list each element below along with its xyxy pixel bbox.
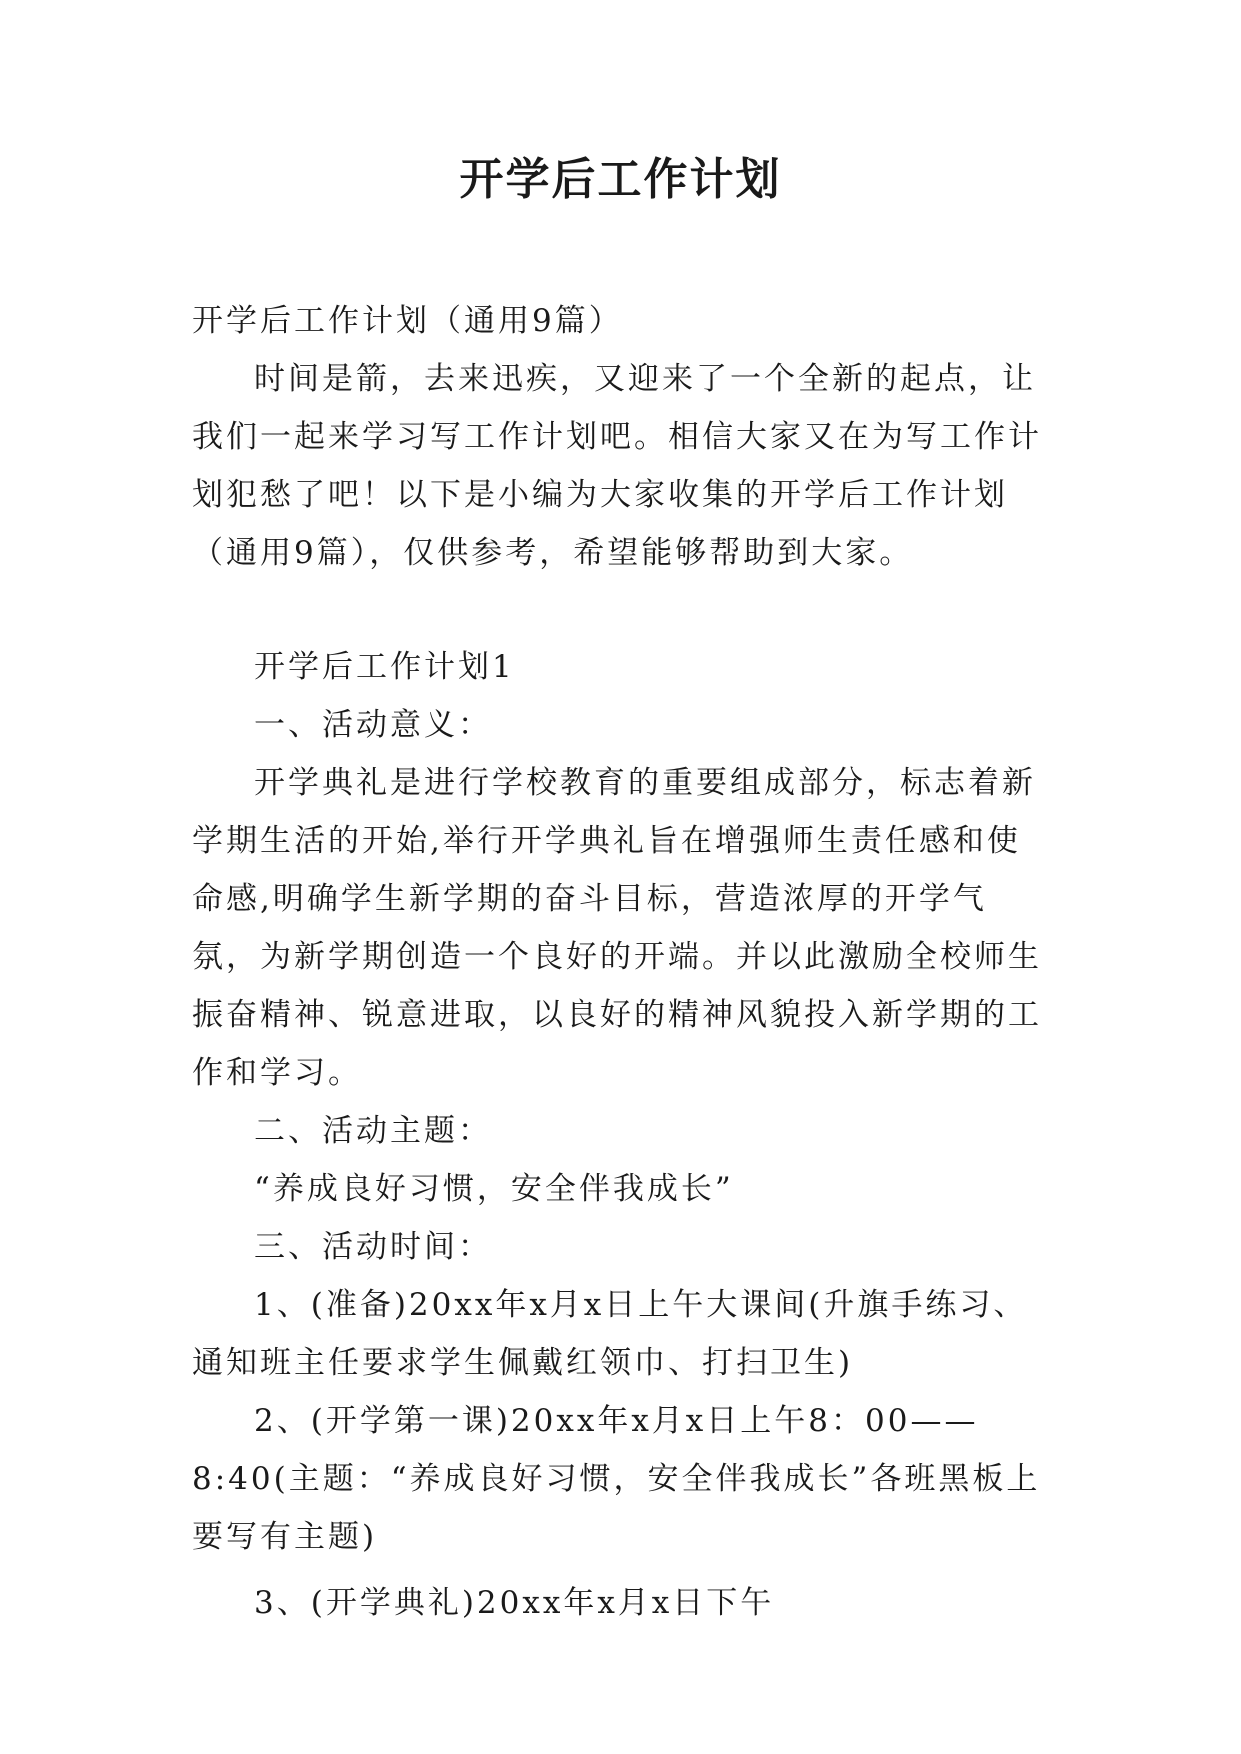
list-item-preparation: 1、(准备)20xx年x月x日上午大课间(升旗手练习、通知班主任要求学生佩戴红领巾、打扫卫生) — [192, 1287, 1028, 1381]
list-item-first-lesson: 2、(开学第一课)20xx年x月x日上午8：00——8:40(主题：“养成良好习惯，安全伴我成长”各班黑板上要写有主题) — [192, 1403, 1041, 1555]
document-body — [192, 292, 1052, 1632]
list-spacer — [192, 1566, 1052, 1574]
document-title: 开学后工作计划 — [459, 154, 782, 205]
heading-activity-theme: 二、活动主题： — [254, 1113, 492, 1149]
paragraph-activity-meaning: 开学典礼是进行学校教育的重要组成部分，标志着新学期生活的开始,举行开学典礼旨在增强师生责任感和使命感,明确学生新学期的奋斗目标，营造浓厚的开学气氛，为新学期创造一个良好的开端。并以此激励全校师生振奋精神、锐意进取，以良好的精神风貌投入新学期的工作和学习。 — [192, 765, 1042, 1091]
heading-activity-time: 三、活动时间： — [254, 1229, 492, 1265]
paragraph-activity-theme: “养成良好习惯，安全伴我成长” — [254, 1171, 734, 1207]
document-subtitle: 开学后工作计划（通用9篇） — [192, 303, 623, 339]
heading-activity-meaning: 一、活动意义： — [254, 707, 492, 743]
section-spacer — [192, 582, 1052, 638]
section-heading: 开学后工作计划1 — [254, 649, 515, 685]
list-item-opening-ceremony: 3、(开学典礼)20xx年x月x日下午 — [254, 1585, 775, 1621]
intro-paragraph: 时间是箭，去来迅疾，又迎来了一个全新的起点，让我们一起来学习写工作计划吧。相信大家又在为写工作计划犯愁了吧！以下是小编为大家收集的开学后工作计划（通用9篇），仅供参考，希望能够帮助到大家。 — [192, 361, 1042, 571]
